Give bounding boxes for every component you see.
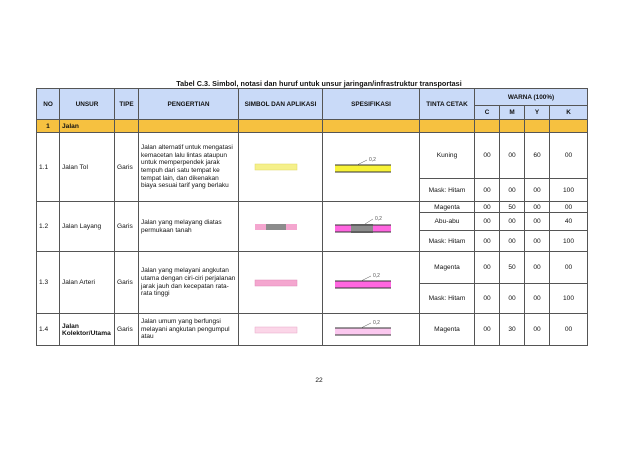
ink-name: Kuning bbox=[420, 133, 475, 179]
row-no: 1.1 bbox=[37, 133, 60, 202]
ink-name: Mask: Hitam bbox=[420, 179, 475, 202]
section-row bbox=[37, 120, 588, 133]
row-pengertian: Jalan umum yang berfungsi melayani angkutan pengumpul atau bbox=[139, 314, 239, 346]
ink-c: 00 bbox=[475, 231, 500, 252]
row-pengertian: Jalan yang melayani angkutan utama dengan ciri-ciri perjalanan jarak jauh dan kecepatan rata-rata tinggi bbox=[139, 252, 239, 314]
ink-y: 00 bbox=[525, 202, 550, 213]
row-tipe: Garis bbox=[115, 252, 139, 314]
ink-m: 00 bbox=[500, 133, 525, 179]
ink-name: Magenta bbox=[420, 314, 475, 346]
ink-c: 00 bbox=[475, 179, 500, 202]
ink-m: 30 bbox=[500, 314, 525, 346]
header-y: Y bbox=[525, 106, 550, 120]
ink-m: 00 bbox=[500, 213, 525, 231]
ink-name: Abu-abu bbox=[420, 213, 475, 231]
ink-y: 00 bbox=[525, 179, 550, 202]
ink-k: 100 bbox=[550, 179, 588, 202]
ink-name: Mask: Hitam bbox=[420, 284, 475, 314]
arterial-road-line bbox=[255, 280, 297, 286]
ink-k: 100 bbox=[550, 284, 588, 314]
header-unsur: UNSUR bbox=[60, 89, 115, 120]
collector-road-symbol bbox=[241, 320, 321, 340]
ink-name: Mask: Hitam bbox=[420, 231, 475, 252]
ink-m: 50 bbox=[500, 202, 525, 213]
ink-k: 00 bbox=[550, 252, 588, 284]
row-tipe: Garis bbox=[115, 202, 139, 252]
table-row bbox=[37, 314, 588, 346]
ink-c: 00 bbox=[475, 252, 500, 284]
header-warna: WARNA (100%) bbox=[475, 89, 588, 106]
arterial-spec-fill bbox=[335, 281, 391, 288]
toll-road-symbol bbox=[241, 157, 321, 177]
table-caption: Tabel C.3. Simbol, notasi dan huruf untuk unsur jaringan/infrastruktur transportasi bbox=[176, 79, 462, 88]
ink-k: 00 bbox=[550, 314, 588, 346]
ink-y: 00 bbox=[525, 231, 550, 252]
page-number: 22 bbox=[315, 377, 323, 384]
ink-k: 00 bbox=[550, 133, 588, 179]
collector-spec-fill bbox=[335, 328, 391, 335]
row-unsur: Jalan Tol bbox=[60, 133, 115, 202]
ink-c: 00 bbox=[475, 213, 500, 231]
spec-cell bbox=[323, 202, 420, 252]
ink-k: 00 bbox=[550, 202, 588, 213]
header-no: NO bbox=[37, 89, 60, 120]
ink-name: Magenta bbox=[420, 252, 475, 284]
arterial-spec-label: 0,2 bbox=[373, 272, 380, 279]
row-tipe: Garis bbox=[115, 133, 139, 202]
header-c: C bbox=[475, 106, 500, 120]
toll-spec-leader bbox=[357, 160, 367, 165]
ink-c: 00 bbox=[475, 284, 500, 314]
row-unsur: Jalan Layang bbox=[60, 202, 115, 252]
row-no: 1.2 bbox=[37, 202, 60, 252]
ink-y: 00 bbox=[525, 314, 550, 346]
ink-c: 00 bbox=[475, 133, 500, 179]
collector-spec-label: 0,2 bbox=[373, 319, 380, 326]
collector-spec-leader bbox=[361, 323, 371, 328]
section-no: 1 bbox=[37, 120, 60, 133]
header-simbol: SIMBOL DAN APLIKASI bbox=[239, 89, 323, 120]
ink-name: Magenta bbox=[420, 202, 475, 213]
arterial-road-symbol bbox=[241, 273, 321, 293]
section-name: Jalan bbox=[60, 120, 115, 133]
header-pengertian: PENGERTIAN bbox=[139, 89, 239, 120]
spec-cell bbox=[323, 252, 420, 314]
row-no: 1.3 bbox=[37, 252, 60, 314]
toll-spec-label: 0,2 bbox=[369, 157, 376, 163]
arterial-road-spec bbox=[325, 270, 418, 296]
spec-cell bbox=[323, 133, 420, 202]
ink-k: 100 bbox=[550, 231, 588, 252]
symbol-cell bbox=[239, 314, 323, 346]
table-row bbox=[37, 202, 588, 213]
flyover-bridge bbox=[266, 224, 286, 230]
header-k: K bbox=[550, 106, 588, 120]
row-unsur: Jalan Kolektor/Utama bbox=[60, 314, 115, 346]
row-tipe: Garis bbox=[115, 314, 139, 346]
header-m: M bbox=[500, 106, 525, 120]
toll-spec-fill bbox=[335, 165, 391, 172]
table-row bbox=[37, 133, 588, 179]
ink-y: 00 bbox=[525, 252, 550, 284]
flyover-symbol bbox=[241, 217, 321, 237]
symbol-cell bbox=[239, 252, 323, 314]
flyover-spec bbox=[325, 214, 418, 240]
symbol-cell bbox=[239, 202, 323, 252]
collector-road-line bbox=[255, 327, 297, 333]
header-tinta: TINTA CETAK bbox=[420, 89, 475, 120]
ink-c: 00 bbox=[475, 202, 500, 213]
table-row bbox=[37, 252, 588, 284]
row-pengertian: Jalan yang melayang diatas permukaan tanah bbox=[139, 202, 239, 252]
ink-m: 00 bbox=[500, 179, 525, 202]
ink-m: 00 bbox=[500, 284, 525, 314]
row-unsur: Jalan Arteri bbox=[60, 252, 115, 314]
arterial-spec-leader bbox=[361, 276, 371, 281]
ink-y: 00 bbox=[525, 213, 550, 231]
toll-road-line bbox=[255, 164, 297, 170]
header-tipe: TIPE bbox=[115, 89, 139, 120]
flyover-spec-leader bbox=[365, 219, 373, 224]
collector-road-spec bbox=[325, 317, 418, 343]
toll-road-spec bbox=[325, 154, 418, 180]
ink-k: 40 bbox=[550, 213, 588, 231]
ink-y: 00 bbox=[525, 284, 550, 314]
ink-y: 60 bbox=[525, 133, 550, 179]
row-no: 1.4 bbox=[37, 314, 60, 346]
header-spesifikasi: SPESIFIKASI bbox=[323, 89, 420, 120]
ink-m: 50 bbox=[500, 252, 525, 284]
spec-cell bbox=[323, 314, 420, 346]
flyover-spec-label: 0,2 bbox=[375, 215, 382, 222]
symbol-cell bbox=[239, 133, 323, 202]
ink-c: 00 bbox=[475, 314, 500, 346]
row-pengertian: Jalan alternatif untuk mengatasi kemacetan lalu lintas ataupun untuk memperpendek jarak tempuh dari satu tempat ke tempat lain, dan dikenakan biaya sesuai tarif yang berlaku bbox=[139, 133, 239, 202]
ink-m: 00 bbox=[500, 231, 525, 252]
symbol-table bbox=[36, 88, 588, 346]
